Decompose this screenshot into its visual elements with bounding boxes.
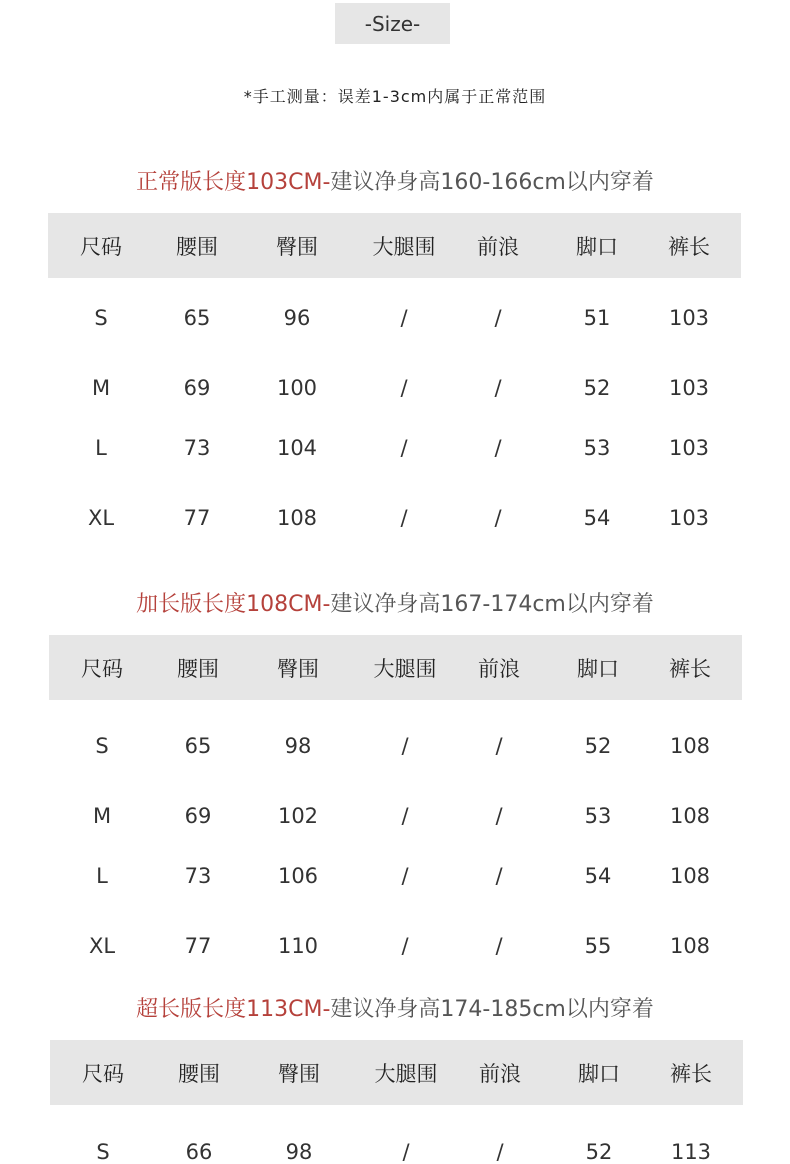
section-title [0, 165, 790, 196]
table-cell: L [95, 436, 107, 460]
table-cell: 53 [583, 436, 611, 460]
table-cell: / [400, 306, 408, 330]
table-cell: 100 [276, 376, 318, 400]
table-header [48, 213, 741, 278]
table-cell: S [95, 734, 109, 758]
table-cell: M [91, 376, 111, 400]
table-cell: / [494, 376, 502, 400]
column-header: 尺码 [81, 656, 123, 681]
table-cell: / [401, 864, 409, 888]
table-cell: XL [88, 934, 116, 958]
table-cell: 108 [669, 864, 711, 888]
table-cell: 73 [184, 864, 212, 888]
table-cell: 110 [277, 934, 319, 958]
table-cell: 69 [183, 376, 211, 400]
column-header: 脚口 [576, 234, 618, 259]
column-header: 前浪 [479, 1061, 521, 1086]
table-cell: / [495, 734, 503, 758]
table-cell: / [494, 506, 502, 530]
column-header: 脚口 [577, 656, 619, 681]
column-header: 臀围 [278, 1061, 320, 1086]
table-cell: 98 [285, 1140, 313, 1164]
column-header: 大腿围 [374, 1061, 438, 1086]
section-title [0, 587, 790, 618]
table-cell: / [494, 436, 502, 460]
table-cell: 52 [583, 376, 611, 400]
table-cell: 104 [276, 436, 318, 460]
column-header: 大腿围 [372, 234, 436, 259]
table-cell: 65 [183, 306, 211, 330]
column-header: 腰围 [177, 656, 219, 681]
table-header [49, 635, 742, 700]
section-title [0, 992, 790, 1023]
table-cell: M [92, 804, 112, 828]
section-title-recommendation: 建议净身高174-185cm以内穿着 [330, 997, 654, 1022]
column-header: 尺码 [80, 234, 122, 259]
table-cell: 96 [283, 306, 311, 330]
table-cell: 52 [584, 734, 612, 758]
table-cell: 98 [284, 734, 312, 758]
table-cell: 103 [668, 436, 710, 460]
column-header: 裤长 [669, 656, 711, 681]
table-header [50, 1040, 743, 1105]
table-cell: 53 [584, 804, 612, 828]
table-cell: / [495, 804, 503, 828]
table-cell: 103 [668, 306, 710, 330]
column-header: 裤长 [668, 234, 710, 259]
table-cell: 108 [669, 934, 711, 958]
column-header: 臀围 [276, 234, 318, 259]
table-cell: / [402, 1140, 410, 1164]
section-title-recommendation: 建议净身高160-166cm以内穿着 [330, 170, 654, 195]
table-cell: 54 [583, 506, 611, 530]
table-cell: S [96, 1140, 110, 1164]
size-heading-label: -Size- [364, 11, 421, 36]
table-cell: / [496, 1140, 504, 1164]
table-cell: 51 [583, 306, 611, 330]
table-cell: S [94, 306, 108, 330]
table-cell: 54 [584, 864, 612, 888]
table-cell: L [96, 864, 108, 888]
table-cell: / [495, 934, 503, 958]
table-cell: 77 [183, 506, 211, 530]
table-cell: / [401, 804, 409, 828]
column-header: 前浪 [478, 656, 520, 681]
table-cell: / [401, 934, 409, 958]
section-title-recommendation: 建议净身高167-174cm以内穿着 [330, 592, 654, 617]
table-cell: 65 [184, 734, 212, 758]
table-cell: 69 [184, 804, 212, 828]
table-cell: 52 [585, 1140, 613, 1164]
table-cell: 73 [183, 436, 211, 460]
table-cell: 66 [185, 1140, 213, 1164]
column-header: 前浪 [477, 234, 519, 259]
table-cell: 102 [277, 804, 319, 828]
column-header: 腰围 [178, 1061, 220, 1086]
table-cell: 113 [670, 1140, 712, 1164]
column-header: 大腿围 [373, 656, 437, 681]
size-heading-badge [335, 3, 450, 44]
column-header: 脚口 [578, 1061, 620, 1086]
section-title-length: 加长版长度108CM- [136, 592, 331, 617]
table-cell: XL [87, 506, 115, 530]
column-header: 腰围 [176, 234, 218, 259]
table-cell: / [494, 306, 502, 330]
table-cell: / [401, 734, 409, 758]
column-header: 尺码 [82, 1061, 124, 1086]
table-cell: 108 [276, 506, 318, 530]
table-cell: / [495, 864, 503, 888]
table-cell: 106 [277, 864, 319, 888]
table-cell: 108 [669, 804, 711, 828]
table-cell: 108 [669, 734, 711, 758]
table-cell: 55 [584, 934, 612, 958]
column-header: 臀围 [277, 656, 319, 681]
section-title-length: 正常版长度103CM- [136, 170, 331, 195]
table-cell: / [400, 506, 408, 530]
table-cell: 103 [668, 376, 710, 400]
section-title-length: 超长版长度113CM- [136, 997, 331, 1022]
measurement-note: *手工测量：误差1-3cm内属于正常范围 [243, 87, 547, 106]
table-cell: 103 [668, 506, 710, 530]
table-cell: 77 [184, 934, 212, 958]
table-cell: / [400, 376, 408, 400]
column-header: 裤长 [670, 1061, 712, 1086]
table-cell: / [400, 436, 408, 460]
